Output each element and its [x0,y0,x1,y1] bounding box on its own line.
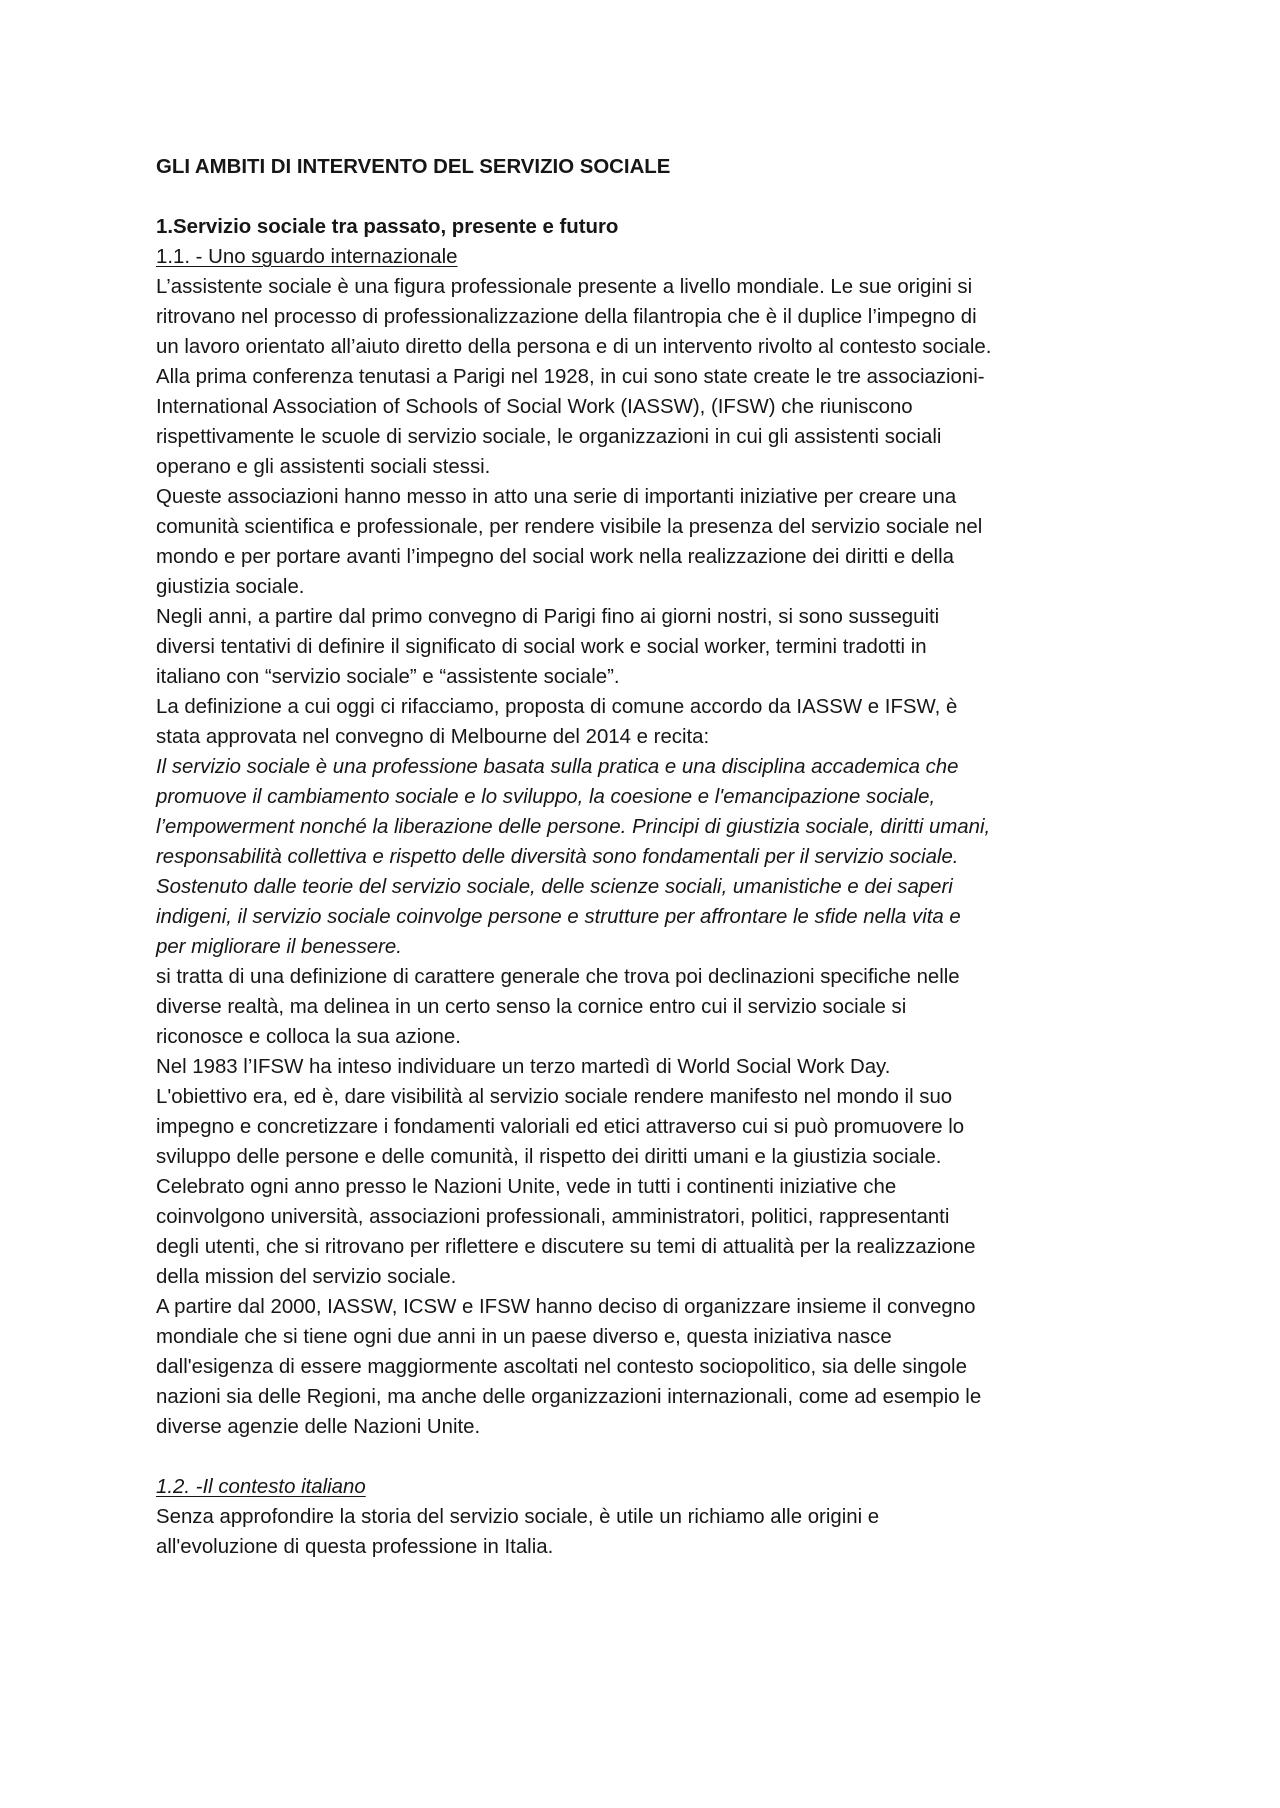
paragraph-line: nazioni sia delle Regioni, ma anche delle organizzazioni internazionali, come ad esempio le [156,1386,982,1408]
subsection-1-2-body [156,1502,1136,1562]
paragraph-line: comunità scientifica e professionale, per rendere visibile la presenza del servizio sociale nel [156,516,983,538]
paragraph-line: L'obiettivo era, ed è, dare visibilità al servizio sociale rendere manifesto nel mondo il suo [156,1086,953,1108]
paragraph-line: diversi tentativi di definire il significato di social work e social worker, termini tradotti in [156,636,927,658]
quote-line: l’empowerment nonché la liberazione delle persone. Principi di giustizia sociale, diritti umani, [156,816,991,838]
paragraph-line: all'evoluzione di questa professione in Italia. [156,1536,554,1558]
quote-line: per migliorare il benessere. [156,936,402,958]
subsection-1-2-heading: 1.2. -Il contesto italiano [156,1476,366,1498]
definition-quote [156,752,1136,962]
subsection-1-1-heading: 1.1. - Uno sguardo internazionale [156,246,458,268]
paragraph-line: sviluppo delle persone e delle comunità, il rispetto dei diritti umani e la giustizia sociale. [156,1146,942,1168]
paragraph-line: Queste associazioni hanno messo in atto una serie di importanti iniziative per creare una [156,486,957,508]
paragraph-line: degli utenti, che si ritrovano per riflettere e discutere su temi di attualità per la realizzazione [156,1236,976,1258]
paragraph-line: stata approvata nel convegno di Melbourne del 2014 e recita: [156,726,710,748]
paragraph-line: ritrovano nel processo di professionalizzazione della filantropia che è il duplice l’impegno di [156,306,977,328]
paragraph-line: un lavoro orientato all’aiuto diretto della persona e di un intervento rivolto al contesto sociale. [156,336,992,358]
paragraph-line: operano e gli assistenti sociali stessi. [156,456,491,478]
quote-line: promuove il cambiamento sociale e lo sviluppo, la coesione e l'emancipazione sociale, [156,786,936,808]
paragraph-line: coinvolgono università, associazioni professionali, amministratori, politici, rappresentanti [156,1206,950,1228]
section-spacer [156,1442,1136,1472]
document-page [156,152,1136,1562]
paragraph-line: mondo e per portare avanti l’impegno del social work nella realizzazione dei diritti e della [156,546,954,568]
paragraph-line: Celebrato ogni anno presso le Nazioni Unite, vede in tutti i continenti iniziative che [156,1176,897,1198]
paragraph-line: riconosce e colloca la sua azione. [156,1026,461,1048]
paragraph-line: diverse realtà, ma delinea in un certo senso la cornice entro cui il servizio sociale si [156,996,907,1018]
paragraph-line: Negli anni, a partire dal primo convegno di Parigi fino ai giorni nostri, si sono susseguiti [156,606,940,628]
paragraph-line: della mission del servizio sociale. [156,1266,457,1288]
quote-line: Il servizio sociale è una professione basata sulla pratica e una disciplina accademica che [156,756,959,778]
paragraph-line: Nel 1983 l’IFSW ha inteso individuare un terzo martedì di World Social Work Day. [156,1056,891,1078]
paragraph-line: L’assistente sociale è una figura professionale presente a livello mondiale. Le sue origini si [156,276,973,298]
paragraph-line: Alla prima conferenza tenutasi a Parigi nel 1928, in cui sono state create le tre associazioni- [156,366,985,388]
paragraph-line: italiano con “servizio sociale” e “assistente sociale”. [156,666,620,688]
subsection-1-1-body-continued [156,962,1136,1442]
paragraph-line: mondiale che si tiene ogni due anni in un paese diverso e, questa iniziativa nasce [156,1326,892,1348]
quote-line: indigeni, il servizio sociale coinvolge persone e strutture per affrontare le sfide nella vita e [156,906,961,928]
section-1-heading: 1.Servizio sociale tra passato, presente e futuro [156,216,619,238]
paragraph-line: giustizia sociale. [156,576,305,598]
paragraph-line: A partire dal 2000, IASSW, ICSW e IFSW hanno deciso di organizzare insieme il convegno [156,1296,976,1318]
paragraph-line: dall'esigenza di essere maggiormente ascoltati nel contesto sociopolitico, sia delle singole [156,1356,967,1378]
paragraph-line: impegno e concretizzare i fondamenti valoriali ed etici attraverso cui si può promuovere lo [156,1116,965,1138]
paragraph-line: diverse agenzie delle Nazioni Unite. [156,1416,481,1438]
paragraph-line: rispettivamente le scuole di servizio sociale, le organizzazioni in cui gli assistenti sociali [156,426,942,448]
paragraph-line: International Association of Schools of Social Work (IASSW), (IFSW) che riuniscono [156,396,913,418]
quote-line: Sostenuto dalle teorie del servizio sociale, delle scienze sociali, umanistiche e dei saperi [156,876,953,898]
paragraph-line: La definizione a cui oggi ci rifacciamo, proposta di comune accordo da IASSW e IFSW, è [156,696,958,718]
paragraph-line: Senza approfondire la storia del servizio sociale, è utile un richiamo alle origini e [156,1506,880,1528]
document-title: GLI AMBITI DI INTERVENTO DEL SERVIZIO SOCIALE [156,156,671,178]
subsection-1-1-body [156,272,1136,752]
paragraph-line: si tratta di una definizione di carattere generale che trova poi declinazioni specifiche nelle [156,966,960,988]
quote-line: responsabilità collettiva e rispetto delle diversità sono fondamentali per il servizio sociale. [156,846,959,868]
